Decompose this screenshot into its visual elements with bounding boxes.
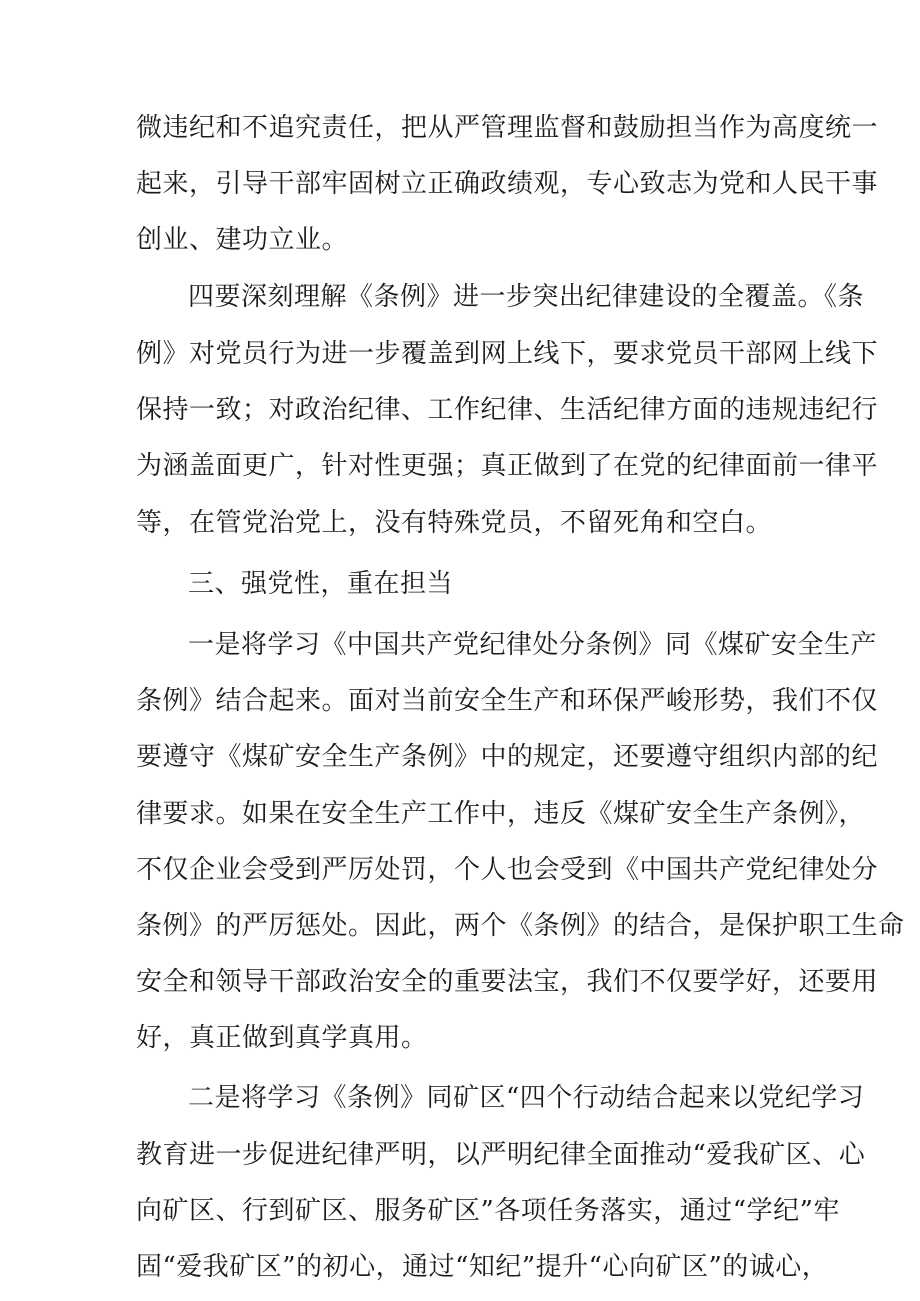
text-line: 好，真正做到真学真用。: [136, 1023, 428, 1053]
text-line: 保持一致；对政治纪律、工作纪律、生活纪律方面的违规违纪行: [136, 395, 879, 425]
text-line: 安全和领导干部政治安全的重要法宝，我们不仅要学好，还要用: [136, 967, 879, 997]
text-line: 教育进一步促进纪律严明，以严明纪律全面推动“爱我矿区、心: [136, 1140, 866, 1170]
section-heading: 三、强党性，重在担当: [188, 569, 454, 599]
text-line: 为涵盖面更广，针对性更强；真正做到了在党的纪律面前一律平: [136, 451, 879, 481]
text-line: 固“爱我矿区”的初心，通过“知纪”提升“心向矿区”的诚心，: [136, 1252, 829, 1282]
paragraph-start-line: 二是将学习《条例》同矿区“四个行动结合起来以党纪学习: [188, 1083, 865, 1113]
text-line: 创业、建功立业。: [136, 225, 349, 255]
text-line: 微违纪和不追究责任，把从严管理监督和鼓励担当作为高度统一: [136, 113, 879, 143]
text-line: 不仅企业会受到严厉处罚，个人也会受到《中国共产党纪律处分: [136, 855, 879, 885]
text-line: 向矿区、行到矿区、服务矿区”各项任务落实，通过“学纪”牢: [136, 1196, 840, 1226]
text-line: 要遵守《煤矿安全生产条例》中的规定，还要遵守组织内部的纪: [136, 742, 879, 772]
text-line: 条例》的严厉惩处。因此，两个《条例》的结合，是保护职工生命: [136, 911, 905, 941]
paragraph-start-line: 四要深刻理解《条例》进一步突出纪律建设的全覆盖。《条: [188, 282, 865, 312]
text-line: 例》对党员行为进一步覆盖到网上线下，要求党员干部网上线下: [136, 339, 879, 369]
paragraph-start-line: 一是将学习《中国共产党纪律处分条例》同《煤矿安全生产: [188, 630, 878, 660]
text-line: 起来，引导干部牢固树立正确政绩观，专心致志为党和人民干事: [136, 169, 879, 199]
text-line: 律要求。如果在安全生产工作中，违反《煤矿安全生产条例》，: [136, 799, 866, 829]
text-line: 条例》结合起来。面对当前安全生产和环保严峻形势，我们不仅: [136, 686, 879, 716]
text-line: 等，在管党治党上，没有特殊党员，不留死角和空白。: [136, 508, 773, 538]
